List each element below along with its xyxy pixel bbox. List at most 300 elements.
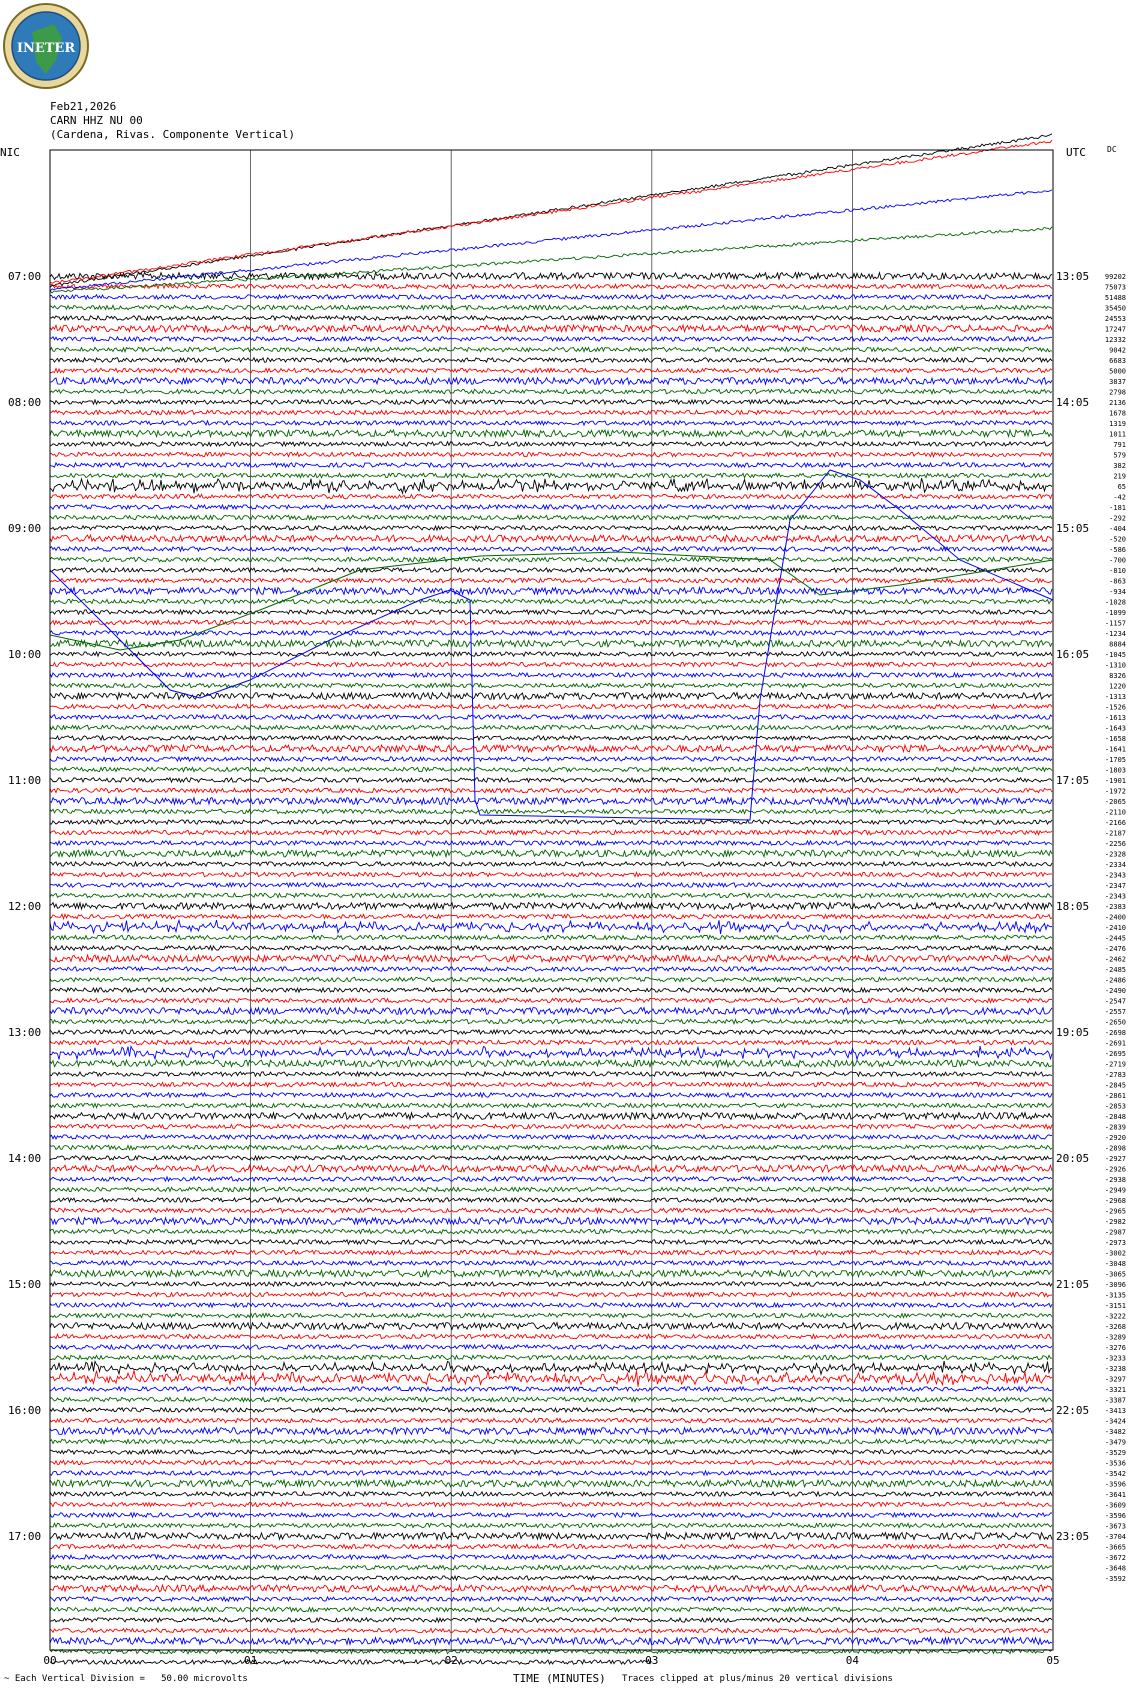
dc-offset-68: -2490 xyxy=(1104,987,1126,995)
dc-offset-36: -1045 xyxy=(1104,651,1126,659)
dc-offset-6: 12332 xyxy=(1104,336,1126,344)
trace-29 xyxy=(50,578,1052,582)
x-tick-04: 04 xyxy=(845,1654,860,1667)
trace-9 xyxy=(50,368,1052,372)
trace-8 xyxy=(50,358,1052,362)
dc-offset-0: 99202 xyxy=(1104,273,1126,281)
dc-offset-71: -2650 xyxy=(1104,1018,1126,1027)
trace-24 xyxy=(50,526,1052,530)
trace-11 xyxy=(50,389,1052,393)
trace-42 xyxy=(50,715,1052,719)
dc-offset-62: -2410 xyxy=(1104,924,1126,932)
trace-69 xyxy=(50,998,1052,1002)
x-tick-00: 00 xyxy=(43,1654,57,1667)
dc-offset-37: -1310 xyxy=(1104,661,1126,670)
dc-offset-34: -1234 xyxy=(1104,630,1126,638)
trace-120 xyxy=(50,1533,1052,1540)
trace-92 xyxy=(50,1240,1052,1244)
trace-116 xyxy=(50,1492,1052,1496)
trace-58 xyxy=(50,883,1052,887)
dc-offset-98: -3151 xyxy=(1104,1302,1126,1310)
nic-hour-labels xyxy=(8,270,41,1543)
trace-15 xyxy=(50,430,1052,437)
utc-label-0: 13:05 xyxy=(1056,270,1090,283)
trace-7 xyxy=(50,347,1052,351)
trace-74 xyxy=(50,1046,1052,1059)
dc-offset-67: -2486 xyxy=(1104,976,1126,985)
trace-13 xyxy=(50,410,1052,414)
nic-label-6: 13:00 xyxy=(8,1026,42,1039)
trace-55 xyxy=(50,850,1052,857)
trace-78 xyxy=(50,1093,1052,1097)
utc-label-8: 21:05 xyxy=(1056,1278,1090,1291)
dc-offset-58: -2347 xyxy=(1104,882,1126,890)
dc-offset-5: 17247 xyxy=(1104,325,1126,334)
trace-82 xyxy=(50,1135,1052,1139)
ineter-logo xyxy=(2,2,90,90)
dc-offset-51: -2110 xyxy=(1104,808,1126,817)
dc-offset-106: -3321 xyxy=(1104,1386,1126,1394)
trace-113 xyxy=(50,1460,1052,1464)
header-location: (Cardena, Rivas. Componente Vertical) xyxy=(50,128,296,141)
trace-81 xyxy=(50,1124,1052,1128)
dc-offset-21: -42 xyxy=(1113,493,1126,502)
trace-59 xyxy=(50,893,1052,897)
trace-1 xyxy=(50,284,1052,288)
nic-label-1: 08:00 xyxy=(8,396,42,409)
trace-17 xyxy=(50,452,1052,456)
trace-70 xyxy=(50,1008,1052,1015)
minute-gridlines xyxy=(50,150,1053,1650)
trace-109 xyxy=(50,1418,1052,1422)
dc-offset-91: -2987 xyxy=(1104,1228,1126,1237)
trace-94 xyxy=(50,1261,1052,1265)
dc-offset-118: -3596 xyxy=(1104,1512,1126,1520)
nic-label-8: 15:00 xyxy=(8,1278,42,1291)
dc-offset-64: -2476 xyxy=(1104,945,1126,953)
trace-66 xyxy=(50,967,1052,971)
svg-text:INETER: INETER xyxy=(16,41,76,56)
trace-46 xyxy=(50,757,1052,761)
trace-33 xyxy=(50,620,1052,624)
trace-47 xyxy=(50,767,1052,771)
plot-frame xyxy=(50,150,1053,1650)
dc-offset-14: 1319 xyxy=(1109,420,1126,428)
trace-18 xyxy=(50,463,1052,467)
dc-offset-61: -2400 xyxy=(1104,913,1126,922)
trace-79 xyxy=(50,1103,1052,1107)
trace-14 xyxy=(50,421,1052,425)
trace-86 xyxy=(50,1177,1052,1181)
trace-6 xyxy=(50,337,1052,341)
utc-label-2: 15:05 xyxy=(1056,522,1090,535)
trace-125 xyxy=(50,1585,1052,1592)
utc-label-3: 16:05 xyxy=(1056,648,1090,661)
nic-label-2: 09:00 xyxy=(8,522,42,535)
dc-offset-44: -1658 xyxy=(1104,735,1126,743)
dc-offset-108: -3413 xyxy=(1104,1407,1126,1415)
trace-63 xyxy=(50,935,1052,939)
trace-106 xyxy=(50,1387,1052,1391)
dc-offset-20: 65 xyxy=(1117,483,1126,491)
dc-offset-121: -3665 xyxy=(1104,1543,1126,1552)
dc-offset-88: -2968 xyxy=(1104,1197,1126,1205)
dc-offset-110: -3482 xyxy=(1104,1428,1126,1436)
trace-71 xyxy=(50,1019,1052,1023)
dc-offset-54: -2256 xyxy=(1104,840,1126,848)
trace-31 xyxy=(50,599,1052,603)
dc-offset-89: -2965 xyxy=(1104,1207,1126,1216)
trace-115 xyxy=(50,1480,1052,1487)
trace-4 xyxy=(50,316,1052,320)
dc-offset-30: -934 xyxy=(1109,588,1126,596)
trace-52 xyxy=(50,820,1052,824)
trace-57 xyxy=(50,872,1052,876)
trace-26 xyxy=(50,547,1052,551)
dc-offset-1: 75073 xyxy=(1104,283,1126,292)
drift-trace-3 xyxy=(50,227,1052,293)
trace-114 xyxy=(50,1471,1052,1475)
utc-label-10: 23:05 xyxy=(1056,1530,1090,1543)
trace-20 xyxy=(50,478,1052,493)
trace-56 xyxy=(50,862,1052,866)
trace-54 xyxy=(50,841,1052,845)
trace-32 xyxy=(50,610,1052,614)
trace-122 xyxy=(50,1555,1052,1559)
dc-offset-39: 1220 xyxy=(1109,682,1126,691)
dc-offset-116: -3641 xyxy=(1104,1491,1126,1499)
dc-offset-41: -1526 xyxy=(1104,703,1126,712)
trace-73 xyxy=(50,1040,1052,1044)
trace-117 xyxy=(50,1502,1052,1506)
dc-offset-28: -810 xyxy=(1109,567,1126,575)
dc-offset-83: -2898 xyxy=(1104,1144,1126,1153)
dc-offset-100: -3268 xyxy=(1104,1323,1126,1331)
dc-offset-102: -3276 xyxy=(1104,1344,1126,1352)
trace-2 xyxy=(50,295,1052,299)
dc-offset-93: -3002 xyxy=(1104,1249,1126,1258)
utc-label-7: 20:05 xyxy=(1056,1152,1090,1165)
nic-label-5: 12:00 xyxy=(8,900,42,913)
dc-offset-78: -2861 xyxy=(1104,1092,1126,1100)
utc-label-5: 18:05 xyxy=(1056,900,1090,913)
trace-132 xyxy=(50,1660,652,1664)
dc-offset-79: -2853 xyxy=(1104,1102,1126,1111)
x-tick-05: 05 xyxy=(1046,1654,1060,1667)
dc-offset-66: -2485 xyxy=(1104,966,1126,974)
dc-offset-45: -1641 xyxy=(1104,745,1126,754)
trace-72 xyxy=(50,1030,1052,1034)
trace-105 xyxy=(50,1370,1052,1386)
dc-offset-96: -3096 xyxy=(1104,1281,1126,1289)
x-tick-01: 01 xyxy=(243,1654,258,1667)
trace-111 xyxy=(50,1439,1052,1443)
trace-27 xyxy=(50,557,1052,561)
dc-offset-73: -2691 xyxy=(1104,1039,1126,1048)
dc-offset-70: -2557 xyxy=(1104,1008,1126,1016)
drift-trace-1 xyxy=(50,140,1052,283)
left-axis-label: NIC xyxy=(0,146,20,159)
seismic-traces xyxy=(50,134,1053,1664)
dc-offset-95: -3065 xyxy=(1104,1270,1126,1279)
trace-108 xyxy=(50,1408,1052,1412)
trace-3 xyxy=(50,305,1052,309)
dc-offset-24: -404 xyxy=(1109,525,1126,533)
dc-offset-27: -700 xyxy=(1109,556,1126,565)
trace-23 xyxy=(50,515,1052,519)
trace-50 xyxy=(50,798,1052,805)
trace-101 xyxy=(50,1334,1052,1338)
dc-offset-109: -3424 xyxy=(1104,1417,1126,1426)
x-axis-title: TIME (MINUTES) xyxy=(513,1672,606,1685)
dc-offset-11: 2798 xyxy=(1109,388,1126,397)
trace-85 xyxy=(50,1165,1052,1172)
trace-49 xyxy=(50,788,1052,792)
dc-offset-52: -2166 xyxy=(1104,819,1126,827)
trace-51 xyxy=(50,809,1052,813)
dc-offset-32: -1099 xyxy=(1104,609,1126,617)
dc-offset-25: -520 xyxy=(1109,535,1126,544)
dc-offset-18: 382 xyxy=(1113,462,1126,470)
trace-48 xyxy=(50,778,1052,782)
trace-25 xyxy=(50,535,1052,542)
trace-99 xyxy=(50,1313,1052,1317)
trace-93 xyxy=(50,1250,1052,1254)
trace-95 xyxy=(50,1270,1052,1277)
dc-offset-92: -2973 xyxy=(1104,1239,1126,1247)
dc-offset-47: -1803 xyxy=(1104,766,1126,775)
trace-88 xyxy=(50,1198,1052,1202)
dc-offset-23: -292 xyxy=(1109,514,1126,523)
dc-offset-15: 1011 xyxy=(1109,430,1126,439)
dc-offset-114: -3542 xyxy=(1104,1470,1126,1478)
dc-offset-86: -2938 xyxy=(1104,1176,1126,1184)
dc-offset-59: -2343 xyxy=(1104,892,1126,901)
trace-102 xyxy=(50,1345,1052,1349)
trace-104 xyxy=(50,1361,1052,1374)
dc-offset-107: -3387 xyxy=(1104,1396,1126,1405)
utc-label-9: 22:05 xyxy=(1056,1404,1090,1417)
dc-offset-22: -181 xyxy=(1109,504,1126,512)
nic-label-9: 16:00 xyxy=(8,1404,42,1417)
dc-offset-57: -2343 xyxy=(1104,871,1126,880)
trace-68 xyxy=(50,988,1052,992)
trace-34 xyxy=(50,631,1052,635)
trace-21 xyxy=(50,494,1052,498)
x-tick-02: 02 xyxy=(444,1654,458,1667)
trace-45 xyxy=(50,745,1052,752)
trace-44 xyxy=(50,736,1052,740)
trace-28 xyxy=(50,568,1052,572)
dc-offset-48: -1901 xyxy=(1104,777,1126,785)
header-date: Feb21,2026 xyxy=(50,100,117,113)
dc-offset-4: 24553 xyxy=(1104,315,1126,323)
trace-110 xyxy=(50,1428,1052,1435)
dc-offset-7: 9042 xyxy=(1109,346,1126,355)
dc-offset-105: -3297 xyxy=(1104,1375,1126,1384)
dc-offset-81: -2839 xyxy=(1104,1123,1126,1132)
trace-10 xyxy=(50,378,1052,385)
trace-62 xyxy=(50,920,1052,934)
dc-offset-16: 791 xyxy=(1113,441,1126,449)
dc-offset-65: -2462 xyxy=(1104,955,1126,964)
dc-offset-12: 2136 xyxy=(1109,399,1126,407)
dc-offset-90: -2982 xyxy=(1104,1218,1126,1226)
trace-121 xyxy=(50,1544,1052,1548)
trace-123 xyxy=(50,1565,1052,1569)
dc-offset-49: -1972 xyxy=(1104,787,1126,796)
trace-76 xyxy=(50,1072,1052,1076)
dc-label: DC xyxy=(1107,145,1117,154)
trace-41 xyxy=(50,704,1052,708)
scale-note: ~ Each Vertical Division = 50.00 microvolts xyxy=(4,1674,248,1684)
dc-offset-60: -2383 xyxy=(1104,903,1126,911)
dc-offset-19: 219 xyxy=(1113,472,1126,481)
trace-75 xyxy=(50,1060,1052,1067)
trace-80 xyxy=(50,1113,1052,1120)
trace-37 xyxy=(50,662,1052,666)
dc-offset-3: 35450 xyxy=(1104,304,1126,313)
dc-offset-40: -1313 xyxy=(1104,693,1126,701)
trace-100 xyxy=(50,1323,1052,1330)
utc-label-4: 17:05 xyxy=(1056,774,1090,787)
dc-offset-82: -2920 xyxy=(1104,1134,1126,1142)
dc-offset-104: -3238 xyxy=(1104,1365,1126,1373)
utc-label-1: 14:05 xyxy=(1056,396,1090,409)
trace-61 xyxy=(50,914,1052,918)
trace-87 xyxy=(50,1187,1052,1191)
nic-label-3: 10:00 xyxy=(8,648,42,661)
trace-19 xyxy=(50,473,1052,477)
dc-offset-labels xyxy=(1105,273,1126,1583)
dc-offset-123: -3648 xyxy=(1104,1564,1126,1573)
dc-offset-124: -3592 xyxy=(1104,1575,1126,1583)
dc-offset-74: -2695 xyxy=(1104,1050,1126,1058)
header-station: CARN HHZ NU 00 xyxy=(50,114,143,127)
trace-90 xyxy=(50,1218,1052,1225)
trace-60 xyxy=(50,903,1052,910)
dc-offset-13: 1678 xyxy=(1109,409,1126,418)
nic-label-4: 11:00 xyxy=(8,774,42,787)
dc-offset-97: -3135 xyxy=(1104,1291,1126,1300)
dc-offset-29: -863 xyxy=(1109,577,1126,586)
dc-offset-72: -2698 xyxy=(1104,1029,1126,1037)
dc-offset-8: 6683 xyxy=(1109,357,1126,365)
dc-offset-55: -2328 xyxy=(1104,850,1126,859)
utc-label-6: 19:05 xyxy=(1056,1026,1090,1039)
dc-offset-53: -2187 xyxy=(1104,829,1126,838)
trace-127 xyxy=(50,1607,1052,1611)
dc-offset-56: -2334 xyxy=(1104,861,1126,869)
dc-offset-69: -2547 xyxy=(1104,997,1126,1006)
trace-96 xyxy=(50,1282,1052,1286)
x-tick-labels xyxy=(43,1654,1059,1667)
dc-offset-33: -1157 xyxy=(1104,619,1126,628)
trace-64 xyxy=(50,946,1052,950)
dc-offset-9: 5000 xyxy=(1109,367,1126,376)
trace-67 xyxy=(50,977,1052,981)
utc-hour-labels xyxy=(1056,270,1089,1543)
trace-5 xyxy=(50,325,1052,332)
trace-65 xyxy=(50,955,1052,962)
trace-77 xyxy=(50,1082,1052,1086)
x-tick-03: 03 xyxy=(645,1654,659,1667)
dc-offset-2: 51488 xyxy=(1104,294,1126,302)
dc-offset-87: -2949 xyxy=(1104,1186,1126,1195)
clip-note: Traces clipped at plus/minus 20 vertical divisions xyxy=(622,1674,893,1684)
trace-128 xyxy=(50,1618,1052,1622)
dc-offset-115: -3596 xyxy=(1104,1480,1126,1489)
trace-38 xyxy=(50,673,1052,677)
trace-118 xyxy=(50,1513,1052,1517)
trace-12 xyxy=(50,400,1052,404)
drift-trace-2 xyxy=(50,190,1052,291)
dc-offset-10: 3837 xyxy=(1109,378,1126,386)
dc-offset-35: 8884 xyxy=(1109,640,1126,649)
dc-offset-26: -586 xyxy=(1109,546,1126,554)
dc-offset-94: -3048 xyxy=(1104,1260,1126,1268)
dc-offset-122: -3672 xyxy=(1104,1554,1126,1562)
dc-offset-76: -2783 xyxy=(1104,1071,1126,1079)
trace-84 xyxy=(50,1156,1052,1160)
dc-offset-46: -1705 xyxy=(1104,756,1126,764)
right-axis-label: UTC xyxy=(1066,146,1086,159)
trace-22 xyxy=(50,505,1052,509)
dc-offset-120: -3704 xyxy=(1104,1533,1126,1541)
nic-label-7: 14:00 xyxy=(8,1152,42,1165)
trace-130 xyxy=(50,1638,1052,1645)
dc-offset-117: -3609 xyxy=(1104,1501,1126,1510)
long-period-green xyxy=(50,552,1053,650)
dc-offset-17: 579 xyxy=(1113,451,1126,460)
trace-103 xyxy=(50,1355,1052,1359)
trace-30 xyxy=(50,588,1052,595)
dc-offset-50: -2065 xyxy=(1104,798,1126,806)
trace-16 xyxy=(50,442,1052,446)
trace-53 xyxy=(50,830,1052,834)
dc-offset-101: -3289 xyxy=(1104,1333,1126,1342)
nic-label-0: 07:00 xyxy=(8,270,42,283)
trace-107 xyxy=(50,1397,1052,1401)
trace-43 xyxy=(50,725,1052,729)
trace-39 xyxy=(50,683,1052,687)
trace-129 xyxy=(50,1628,1052,1632)
dc-offset-80: -2848 xyxy=(1104,1113,1126,1121)
dc-offset-63: -2445 xyxy=(1104,934,1126,943)
trace-36 xyxy=(50,652,1052,656)
dc-offset-75: -2719 xyxy=(1104,1060,1126,1069)
dc-offset-103: -3233 xyxy=(1104,1354,1126,1363)
dc-offset-43: -1643 xyxy=(1104,724,1126,733)
dc-offset-85: -2926 xyxy=(1104,1165,1126,1174)
trace-119 xyxy=(50,1523,1052,1527)
trace-89 xyxy=(50,1208,1052,1212)
dc-offset-84: -2927 xyxy=(1104,1155,1126,1163)
dc-offset-113: -3536 xyxy=(1104,1459,1126,1468)
trace-98 xyxy=(50,1303,1052,1307)
nic-label-10: 17:00 xyxy=(8,1530,42,1543)
trace-126 xyxy=(50,1597,1052,1601)
dc-offset-111: -3479 xyxy=(1104,1438,1126,1447)
dc-offset-112: -3529 xyxy=(1104,1449,1126,1457)
dc-offset-99: -3222 xyxy=(1104,1312,1126,1321)
dc-offset-31: -1028 xyxy=(1104,598,1126,607)
trace-35 xyxy=(50,640,1052,647)
dc-offset-77: -2845 xyxy=(1104,1081,1126,1090)
trace-124 xyxy=(50,1576,1052,1580)
trace-83 xyxy=(50,1145,1052,1149)
trace-112 xyxy=(50,1450,1052,1454)
